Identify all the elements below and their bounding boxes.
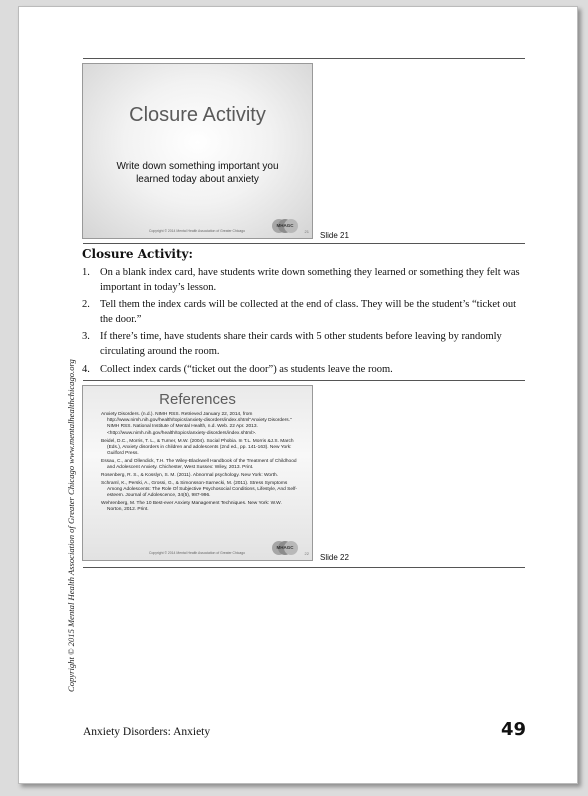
- slide-number: 21: [304, 229, 309, 234]
- reference-entry: Beidel, D.C., Morris, T. L., & Turner, M.W. (2004). Social Phobia. In T.L. Morris &J.S. March (Eds.), Anxiety disorders in children and adolescents (2nd ed., pp. 141-163). New York: Guilford Press.: [101, 438, 294, 456]
- slide-21-caption: Slide 21: [320, 231, 349, 240]
- document-page: [18, 6, 578, 784]
- references-list: [101, 412, 298, 515]
- reference-entry: Anxiety Disorders. (n.d.). NIMH RSS. Retrieved January 22, 2014, from http://www.nimh.nih.gov/health/topics/anxiety-disorders/index.shtml"Anxiety Disorders." NIMH RSS. National Institute of Mental Health, n.d. Web. 22 Apr. 2013. <http://www.nimh.nih.gov/health/topics/anxiety-disorders/index.shtml>.: [101, 412, 292, 436]
- slide-title: References: [159, 391, 236, 408]
- list-item: 2. Tell them the index cards will be collected at the end of class. They will be the student’s “ticket out the door.”: [82, 299, 517, 325]
- top-rule: [83, 58, 525, 59]
- slide-number: 22: [304, 551, 309, 556]
- bottom-rule: [83, 567, 525, 568]
- slide-21-thumbnail: [82, 63, 313, 239]
- logo-text: MHAGC: [276, 545, 294, 550]
- slide-title: Closure Activity: [129, 104, 266, 126]
- logo-text: MHAGC: [276, 223, 294, 228]
- mhagc-logo-icon: [272, 541, 298, 555]
- footer-title: Anxiety Disorders: Anxiety: [83, 726, 211, 738]
- slide-copyright: Copyright © 2014 Mental Health Association of Greater Chicago: [149, 229, 245, 233]
- list-item: 3. If there’s time, have students share their cards with 5 other students before leaving by randomly circulating around the room.: [82, 331, 502, 357]
- section-heading: Closure Activity:: [82, 247, 193, 261]
- list-item: 4. Collect index cards (“ticket out the door”) as students leave the room.: [82, 363, 393, 375]
- activity-steps-list: [82, 266, 522, 380]
- slide-body: Write down something important you learned today about anxiety: [116, 161, 279, 185]
- reference-entry: Essau, C., and Ollendick, T.H. The Wiley-Blackwell Handbook of the Treatment of Childhood and Adolescent Anxiety. Chichester, West Sussex: Wiley, 2013. Print.: [101, 458, 297, 471]
- rule-above-slide-22: [83, 380, 525, 381]
- rule-above-heading: [83, 243, 525, 244]
- slide-22-caption: Slide 22: [320, 553, 349, 562]
- reference-entry: Wehrenberg, M. The 10 Best-ever Anxiety Management Techniques. New York: W.W. Norton, 2012. Print.: [101, 501, 282, 513]
- reference-entry: Schraml, K., Perski, A., Grossi, G., & Simonsson-Sarnecki, M. (2011). Stress Symptoms Among Adolescents: The Role Of Subjective Psychosocial Conditions, Lifestyle, And Self-esteem. Journal of Adolescence, 34(5), 987-996.: [101, 480, 298, 499]
- list-item: 1. On a blank index card, have students write down something they learned or something they felt was important in today’s lesson.: [82, 267, 520, 293]
- slide-copyright: Copyright © 2014 Mental Health Association of Greater Chicago: [149, 551, 245, 555]
- slide-22-thumbnail: [82, 385, 313, 561]
- page-number: 49: [500, 719, 526, 740]
- side-copyright-text: Copyright © 2015 Mental Health Association of Greater Chicago www.mentalhealthchicago.org: [66, 359, 76, 692]
- reference-entry: Rosenberg, R. S., & Kosslyn, S. M. (2011). Abnormal psychology. New York: Worth.: [101, 472, 279, 478]
- mhagc-logo-icon: [272, 219, 298, 233]
